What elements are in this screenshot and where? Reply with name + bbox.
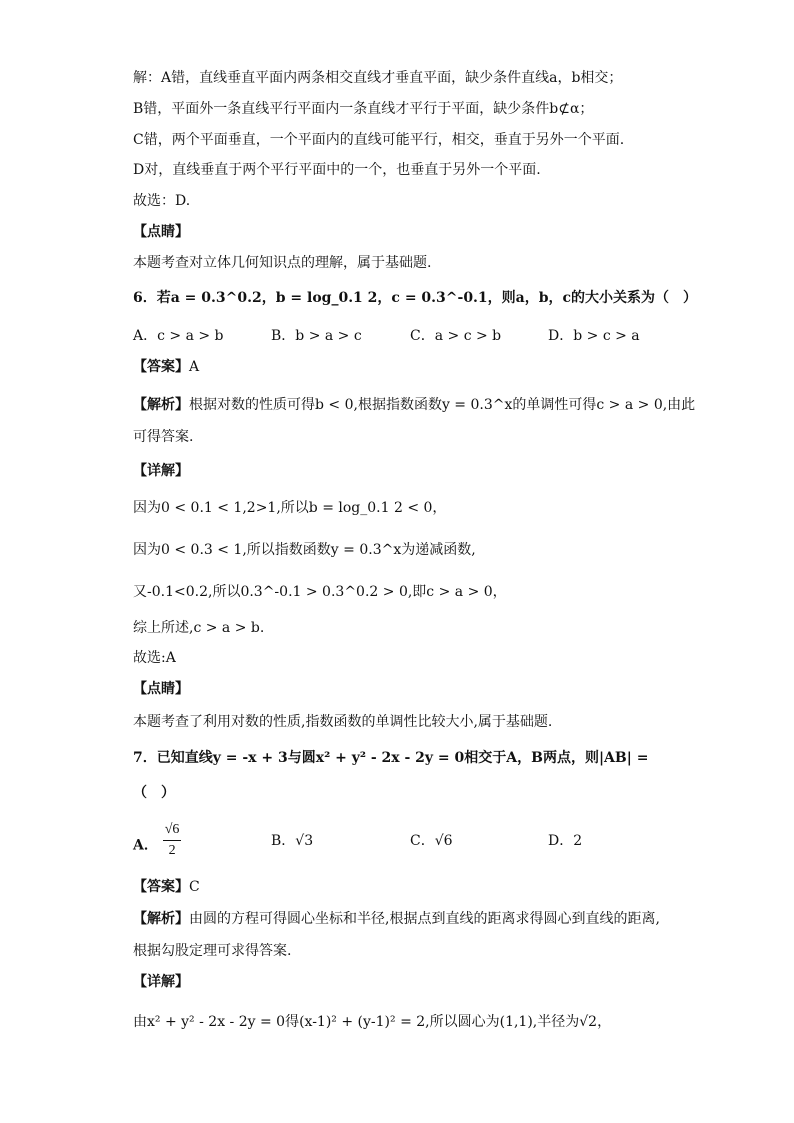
q7-analysis-tag: 【解析】	[133, 911, 189, 927]
q6-stem: 6．若a = 0.3^0.2，b = log_0.1 2，c = 0.3^-0.1，则a，b，c的大小关系为（ ）	[133, 290, 698, 306]
q6-answer-line	[133, 357, 674, 377]
q7-analysis-line-2: 根据勾股定理可求得答案.	[133, 943, 292, 959]
q5-answer: 故选：D.	[133, 193, 191, 209]
q7-detail-1: 由x² + y² - 2x - 2y = 0得(x-1)² + (y-1)² = 2,所以圆心为(1,1),半径为√2，	[133, 1014, 612, 1030]
q5-solution-line-3: C错，两个平面垂直，一个平面内的直线可能平行，相交，垂直于另外一个平面.	[133, 132, 625, 148]
q6-answer: A	[189, 359, 200, 375]
q6-detail-1: 因为0 < 0.1 < 1,2>1,所以b = log_0.1 2 < 0，	[133, 500, 447, 516]
q5-solution-line-1: 解：A错，直线垂直平面内两条相交直线才垂直平面，缺少条件直线a，b相交；	[133, 70, 623, 86]
q6-analysis-1: 根据对数的性质可得b < 0,根据指数函数y = 0.3^x的单调性可得c > a > 0,由此	[189, 397, 696, 413]
q7-stem: 7．已知直线y = -x + 3与圆x² + y² - 2x - 2y = 0相交于A，B两点，则|AB| =	[133, 750, 649, 766]
q7-answer-line	[133, 877, 674, 897]
q7-option-a-fraction	[163, 820, 182, 861]
q7-option-a-numerator: √6	[163, 820, 182, 841]
q6-option-d: D．b > c > a	[548, 328, 640, 344]
q7-option-a	[133, 822, 181, 861]
q6-detail-5: 故选:A	[133, 650, 176, 666]
q6-option-a: A．c > a > b	[133, 328, 224, 344]
q7-option-c: C．√6	[410, 833, 453, 849]
q7-answer-tag: 【答案】	[133, 879, 189, 895]
q6-detail-2: 因为0 < 0.3 < 1,所以指数函数y = 0.3^x为递减函数,	[133, 542, 476, 558]
q6-detail-tag: 【详解】	[133, 463, 189, 479]
q7-option-a-denominator: 2	[168, 843, 176, 858]
q6-answer-tag: 【答案】	[133, 359, 189, 375]
q5-comment: 本题考查对立体几何知识点的理解，属于基础题.	[133, 255, 432, 271]
q7-stem-bracket: （ ）	[133, 785, 175, 801]
q7-option-d: D．2	[548, 833, 583, 849]
q6-analysis-tag: 【解析】	[133, 397, 189, 413]
q6-option-c: C．a > c > b	[410, 328, 502, 344]
q6-detail-4: 综上所述,c > a > b.	[133, 620, 265, 636]
q6-option-b: B．b > a > c	[271, 328, 362, 344]
q7-option-a-label: A．	[133, 837, 158, 854]
q7-analysis-line-1	[133, 909, 674, 929]
q6-analysis-line-1	[133, 395, 696, 415]
q5-solution-line-2: B错，平面外一条直线平行平面内一条直线才平行于平面，缺少条件b⊄α；	[133, 101, 594, 117]
q6-detail-3: 又-0.1<0.2,所以0.3^-0.1 > 0.3^0.2 > 0,即c > a > 0，	[133, 584, 507, 600]
q6-analysis-line-2: 可得答案.	[133, 429, 194, 445]
q5-comment-tag: 【点睛】	[133, 224, 189, 240]
q7-detail-tag: 【详解】	[133, 974, 189, 990]
q7-option-b: B．√3	[271, 833, 314, 849]
q5-solution-line-4: D对，直线垂直于两个平行平面中的一个，也垂直于另外一个平面.	[133, 162, 541, 178]
q6-comment: 本题考查了利用对数的性质,指数函数的单调性比较大小,属于基础题.	[133, 714, 553, 730]
q7-answer: C	[189, 879, 200, 895]
q6-comment-tag: 【点睛】	[133, 681, 189, 697]
q7-analysis-1: 由圆的方程可得圆心坐标和半径,根据点到直线的距离求得圆心到直线的距离,	[189, 911, 660, 927]
